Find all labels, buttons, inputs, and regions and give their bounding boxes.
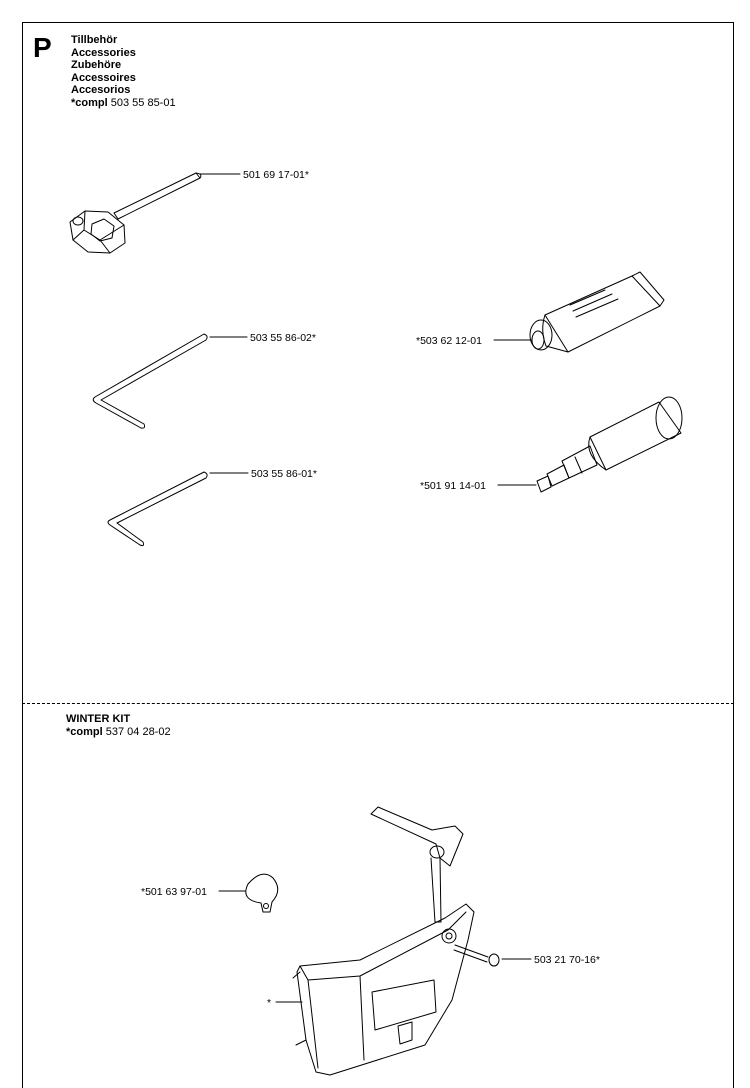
hex-key-small-drawing xyxy=(108,472,207,546)
part-label-wrench: 501 69 17-01* xyxy=(243,169,309,181)
grease-tube-drawing xyxy=(530,272,664,352)
bracket-lever-drawing xyxy=(371,807,463,922)
part-label-cover-plate: * xyxy=(267,997,272,1009)
plug-cap-drawing xyxy=(246,874,278,912)
title-german: Zubehöre xyxy=(71,59,122,71)
title-french: Accessoires xyxy=(71,71,136,84)
screw-drawing xyxy=(454,945,499,966)
hex-key-large-drawing xyxy=(93,334,207,428)
title-english: Accessories xyxy=(71,46,136,59)
title-spanish: Accesorios xyxy=(71,84,131,96)
compl-kit-number: *compl 503 55 85-01 xyxy=(71,96,176,109)
part-label-hex-key-large: 503 55 86-02* xyxy=(250,332,316,344)
part-label-grease-tube: *503 62 12-01 xyxy=(416,335,482,347)
section-letter: P xyxy=(33,32,52,63)
part-label-grease-gun: *501 91 14-01 xyxy=(420,480,486,492)
part-label-hex-key-small: 503 55 86-01* xyxy=(251,468,317,480)
grease-gun-drawing xyxy=(537,397,682,492)
winter-kit-compl: *compl 537 04 28-02 xyxy=(66,725,171,738)
title-swedish: Tillbehör xyxy=(71,34,118,46)
part-label-plug-cap: *501 63 97-01 xyxy=(141,886,207,898)
winter-kit-title: WINTER KIT xyxy=(66,713,131,725)
combination-wrench-drawing xyxy=(70,173,201,253)
part-label-screw: 503 21 70-16* xyxy=(534,954,600,966)
cover-plate-drawing xyxy=(293,904,474,1075)
